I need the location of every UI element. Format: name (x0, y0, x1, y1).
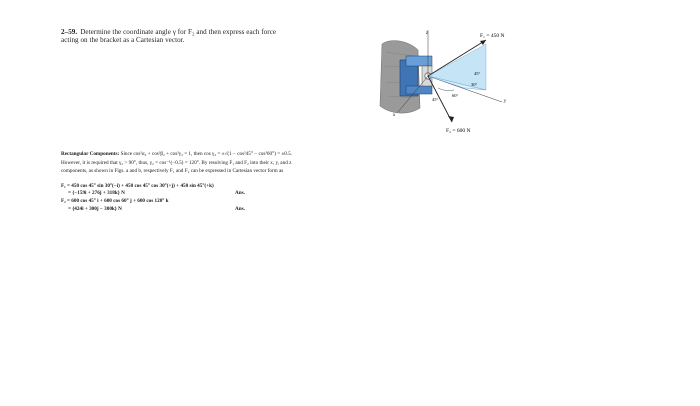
angle-60-label: 60° (452, 93, 459, 98)
solution-line-2: However, it is required that γ₂ > 90°, thus, γ₂ = cos⁻¹(−0.5) = 120°. By resolving F₁ and F₂ into their x, y, and z (61, 159, 292, 166)
x-axis-label: x (393, 113, 396, 118)
solution-heading: Rectangular Components: (61, 151, 120, 157)
angle-45b-label: 45° (432, 97, 439, 102)
problem-statement (61, 28, 291, 45)
problem-text: Determine the coordinate angle γ for F₂ and then express each force acting on the bracket as a Cartesian vector. (61, 28, 277, 45)
equation-f2-text: F₂ = 600 cos 45° i + 600 cos 60° j + 600 cos 120° k (61, 197, 169, 204)
solution-line-1 (61, 150, 381, 159)
problem-number: 2–59. (61, 28, 78, 36)
equation-block (61, 182, 381, 213)
solution (61, 150, 381, 212)
solution-line-1-text: Since cos²α₂ + cos²β₂ + cos²γ₂ = 1, then cos γ₂ = ±√(1 − cos²45° − cos²60°) = ±0.5. (120, 151, 293, 157)
equation-f2 (61, 197, 381, 205)
y-axis-label: y (504, 99, 507, 104)
z-axis-label: z (426, 31, 428, 36)
bracket-figure (368, 26, 528, 138)
equation-f2-result (61, 205, 381, 213)
bracket-bottom (406, 86, 432, 94)
angle-45-label: 45° (474, 71, 481, 76)
solution-line-3: components, as shown in Figs. a and b, respectively F₁ and F₂ can be expressed in Cartesian vector form as (61, 168, 284, 174)
answer-label-2: Ans. (235, 205, 245, 212)
equation-f1 (61, 182, 381, 190)
equation-f1-result (61, 189, 381, 197)
angle-30-label: 30° (471, 82, 478, 87)
f1-label: F₁ = 450 N (480, 33, 505, 39)
answer-label-1: Ans. (235, 190, 245, 197)
f2-label: F₂ = 600 N (446, 128, 471, 134)
equation-f1-result-text: = {−159i + 276j + 318k} N (68, 190, 125, 197)
equation-f2-result-text: = {424i + 300j − 300k} N (68, 205, 122, 212)
equation-f1-text: F₁ = 450 cos 45° sin 30°(−i) + 450 cos 45° cos 30°(+j) + 450 sin 45°(+k) (61, 182, 214, 189)
